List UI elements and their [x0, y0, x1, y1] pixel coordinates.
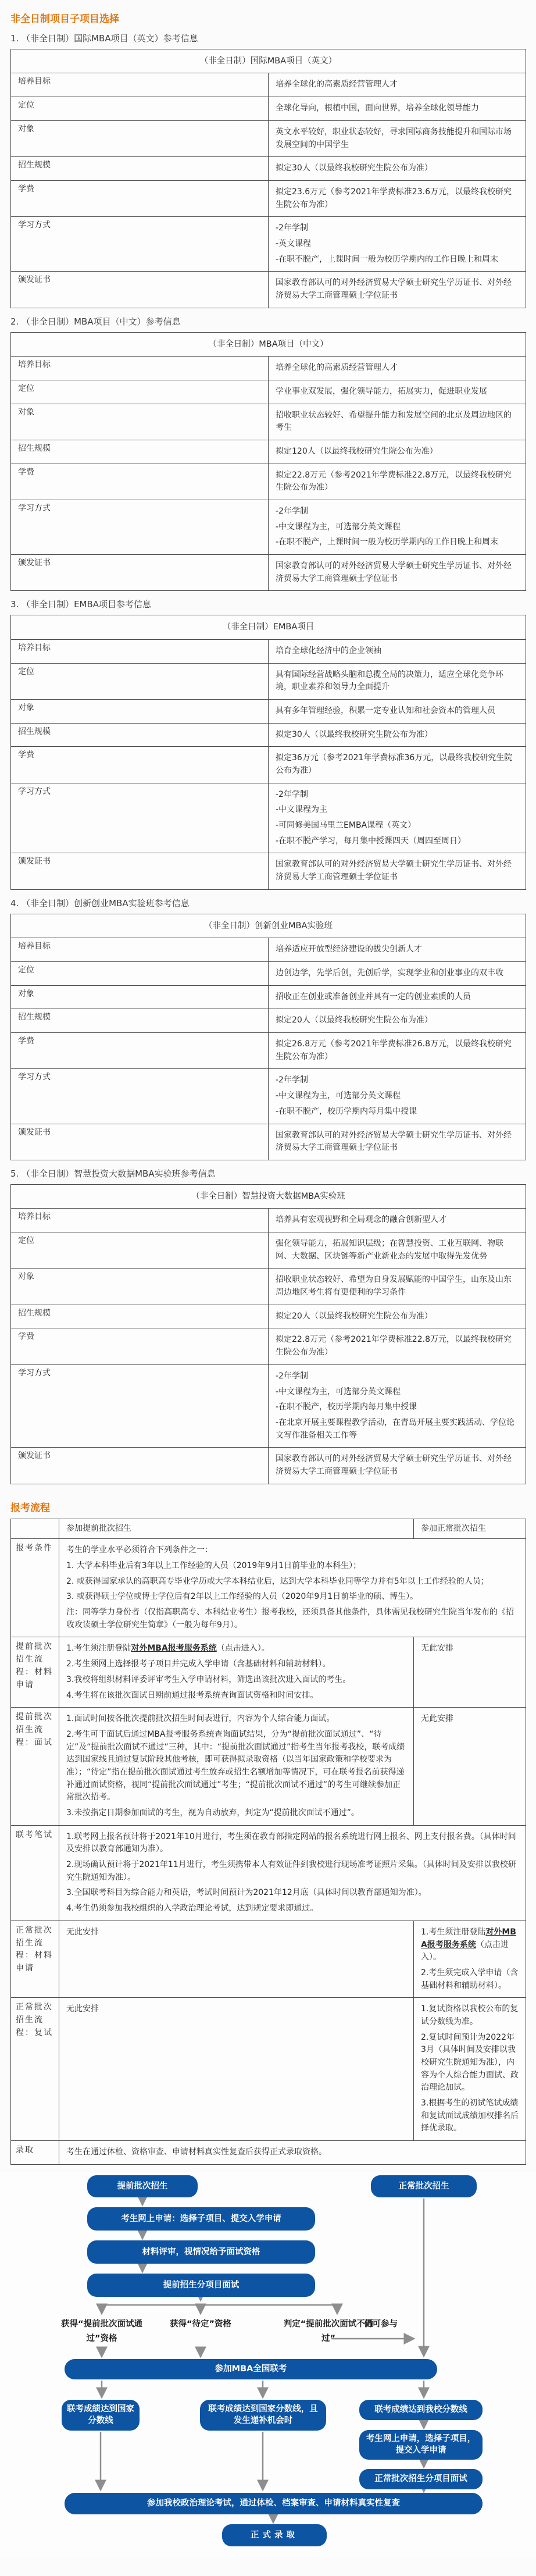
text-line: -中文课程为主，可选部分英文课程	[276, 1091, 401, 1101]
process-row	[11, 1998, 526, 2141]
process-row	[11, 1637, 526, 1708]
text-line: -在职不脱产，校历学期内每月集中授课	[276, 1106, 417, 1116]
table-row	[11, 1124, 526, 1160]
text-line: -2年学制	[276, 789, 308, 799]
text-line: 培养全球化的高素质经营管理人才	[276, 363, 398, 373]
row-value	[269, 217, 526, 272]
text-line: 拟定26.8万元（参考2021年学费标准26.8万元，以最终我校研究生院公布为准）	[276, 1039, 512, 1061]
table-title-row	[11, 49, 526, 73]
text-line: 无此安排	[421, 1644, 453, 1654]
process-row	[11, 1708, 526, 1826]
text-line: -中文课程为主，可选部分英文课程	[276, 1387, 401, 1396]
process-row	[11, 1825, 526, 1921]
table-row	[11, 699, 526, 723]
row-value	[269, 1269, 526, 1305]
row-label: 学习方式	[11, 1364, 269, 1447]
text-segment: （点击进入）。	[421, 1940, 509, 1962]
row-label: 学习方式	[11, 500, 269, 555]
program-section-heading: 1. （非全日制）国际MBA项目（英文）参考信息	[10, 33, 198, 44]
table-row	[11, 500, 526, 555]
text-line: 培养全球化的高素质经营管理人才	[276, 80, 398, 90]
row-value	[269, 1124, 526, 1160]
page-title: 非全日制项目子项目选择	[10, 13, 119, 25]
row-label: 颁发证书	[11, 1448, 269, 1484]
row-value	[269, 1305, 526, 1328]
text-line: 国家教育部认可的对外经济贸易大学硕士研究生学历证书、对外经济贸易大学工商管理硕士学位证书	[276, 561, 512, 583]
row-label: 学费	[11, 1033, 269, 1069]
mba-application-system-link[interactable]: 对外MBA报考服务系统	[421, 1927, 516, 1950]
table-row	[11, 1009, 526, 1033]
row-label: 定位	[11, 663, 269, 699]
table-title-row	[11, 332, 526, 356]
row-label: 学费	[11, 747, 269, 783]
row-label: 学费	[11, 464, 269, 500]
process-header-row	[11, 1519, 526, 1539]
row-label: 学习方式	[11, 1069, 269, 1124]
application-flowchart	[0, 2172, 536, 2559]
text-line: 具有国际经营战略头脑和总揽全局的决策力，适应全球化竞争环境，职业素养和领导力全面提升	[276, 669, 503, 692]
text-line: 拟定30人（以最终我校研究生院公布为准）	[276, 163, 433, 173]
text-line: -2年学制	[276, 1075, 308, 1085]
process-row	[11, 2141, 526, 2165]
row-label: 颁发证书	[11, 272, 269, 308]
row-value	[269, 272, 526, 308]
text-line: 3. 或获得硕士学位或博士学位后有2年以上工作经验的人员（2020年9月1日前毕业的硕、博生）。	[66, 1592, 419, 1602]
text-line: 国家教育部认可的对外经济贸易大学硕士研究生学历证书、对外经济贸易大学工商管理硕士学位证书	[276, 860, 512, 882]
row-value	[269, 1033, 526, 1069]
flow-box-score-school: 联考成绩达到我校分数线	[359, 2400, 483, 2420]
text-line: 无此安排	[66, 2004, 99, 2014]
row-value	[269, 723, 526, 747]
process-normal-cell	[414, 1921, 526, 1997]
text-line: 拟定22.8万元（参考2021年学费标准22.8万元，以最终我校研究生院公布为准）	[276, 470, 512, 493]
process-row-label: 联考笔试	[11, 1825, 59, 1921]
table-row	[11, 938, 526, 962]
flow-label-pending: 获得“待定”资格	[169, 2319, 232, 2329]
process-row	[11, 1921, 526, 1997]
program-section-heading: 5. （非全日制）智慧投资大数据MBA实验班参考信息	[10, 1168, 216, 1179]
row-label: 定位	[11, 962, 269, 986]
program-table-5	[10, 1184, 526, 1484]
text-line: 无此安排	[421, 1714, 453, 1724]
flow-box-early-interview: 提前招生分项目面试	[87, 2274, 315, 2297]
text-line: 拟定20人（以最终我校研究生院公布为准）	[276, 1311, 433, 1321]
text-line: 拟定20人（以最终我校研究生院公布为准）	[276, 1016, 433, 1025]
row-value	[269, 663, 526, 699]
text-line: 3.根据考生的初试笔试成绩和复试面试成绩加权排名后择优录取。	[421, 2098, 519, 2133]
row-label: 招生规模	[11, 440, 269, 464]
row-label: 对象	[11, 1269, 269, 1305]
row-label: 对象	[11, 120, 269, 156]
program-table-1	[10, 49, 526, 308]
process-row-label: 报考条件	[11, 1539, 59, 1637]
row-label: 对象	[11, 699, 269, 723]
row-value	[269, 938, 526, 962]
text-line: -英文课程	[276, 238, 312, 248]
program-table-title: （非全日制）MBA项目（中文）	[11, 332, 526, 356]
process-early-cell	[59, 1921, 414, 1997]
row-label: 颁发证书	[11, 853, 269, 889]
text-line: 国家教育部认可的对外经济贸易大学硕士研究生学历证书、对外经济贸易大学工商管理硕士学位证书	[276, 1454, 512, 1476]
process-row-content	[59, 1825, 526, 1921]
text-line: 考生的学业水平必须符合下列条件之一：	[66, 1545, 213, 1555]
table-row	[11, 180, 526, 216]
table-row	[11, 73, 526, 97]
text-line: 2.考生须完成入学申请（含基础材料和辅助材料）。	[421, 1968, 519, 1990]
row-label: 招生规模	[11, 1009, 269, 1033]
text-line	[421, 1926, 519, 1964]
flow-box-normal-apply: 考生网上申请，选择子项目，提交入学申请	[359, 2430, 483, 2460]
text-line: 招收正在创业或准备创业并具有一定的创业素质的人员	[276, 992, 471, 1002]
flow-box-online-apply: 考生网上申请：选择子项目、提交入学申请	[87, 2207, 315, 2231]
table-row	[11, 440, 526, 464]
mba-application-system-link[interactable]: 对外MBA报考服务系统	[131, 1644, 217, 1654]
table-row	[11, 723, 526, 747]
row-value	[269, 357, 526, 380]
text-line: 注：同等学力身份者（仅指高职高专、本科结业考生）报考我校，还须具备其他条件，具体需见我校研究生院当年发布的《招收攻读硕士学位研究生简章》（一般为每年9月）。	[66, 1608, 514, 1630]
table-row	[11, 357, 526, 380]
flow-box-political-exam: 参加我校政治理论考试，通过体检、档案审查、申请材料真实性复查	[65, 2493, 483, 2514]
table-row	[11, 853, 526, 889]
text-line: 1. 大学本科毕业后有3年以上工作经验的人员（2019年9月1日前毕业的本科生）；	[66, 1561, 362, 1571]
text-line: 拟定22.8万元（参考2021年学费标准22.8万元，以最终我校研究生院公布为准）	[276, 1335, 512, 1358]
row-label: 招生规模	[11, 157, 269, 181]
flow-box-score-national: 联考成绩达到国家分数线	[62, 2400, 140, 2431]
row-value	[269, 555, 526, 591]
text-line: 培养具有宏观视野和全局观念的融合创新型人才	[276, 1215, 446, 1225]
row-label: 定位	[11, 1232, 269, 1269]
process-normal-cell	[414, 1998, 526, 2141]
table-row	[11, 404, 526, 440]
process-row-content	[59, 2141, 526, 2165]
process-row-label: 提前批次招生流程：面试	[11, 1708, 59, 1826]
process-early-cell	[59, 1637, 414, 1708]
process-normal-cell	[414, 1708, 526, 1826]
table-row	[11, 217, 526, 272]
table-row	[11, 1269, 526, 1305]
text-line: 培育全球化经济中的企业领袖	[276, 646, 381, 655]
row-label: 培养目标	[11, 1209, 269, 1232]
row-value	[269, 783, 526, 853]
text-line: -在职不脱产，校历学期内每月集中授课	[276, 1402, 417, 1412]
program-table-3	[10, 615, 526, 889]
table-row	[11, 663, 526, 699]
text-line: 拟定36万元（参考2021年学费标准36万元，以最终我校研究生院公布为准）	[276, 753, 513, 776]
flow-box-normal-interview: 正常批次招生分项目面试	[359, 2469, 483, 2489]
row-value	[269, 464, 526, 500]
text-line: 国家教育部认可的对外经济贸易大学硕士研究生学历证书、对外经济贸易大学工商管理硕士学位证书	[276, 1130, 512, 1153]
flow-box-national-exam: 参加MBA全国联考	[65, 2359, 437, 2379]
table-row	[11, 272, 526, 308]
row-label: 培养目标	[11, 357, 269, 380]
row-value	[269, 404, 526, 440]
process-row-label: 正常批次招生流程：材料申请	[11, 1921, 59, 1997]
process-heading: 报考流程	[10, 1502, 50, 1514]
program-table-title: （非全日制）EMBA项目	[11, 615, 526, 639]
text-line: 国家教育部认可的对外经济贸易大学硕士研究生学历证书、对外经济贸易大学工商管理硕士学位证书	[276, 278, 512, 301]
table-row	[11, 464, 526, 500]
text-line: 招收职业状态较好、希望提升能力和发展空间的北京及周边地区的考生	[276, 410, 512, 433]
text-line: 招收职业状态较好、希望为自身发展赋能的中国学生，山东及山东周边地区考生将有更便利的学习条件	[276, 1275, 512, 1298]
table-row	[11, 639, 526, 663]
flow-box-early-batch: 提前批次招生	[87, 2175, 198, 2197]
process-row-content	[59, 1539, 526, 1637]
row-value	[269, 699, 526, 723]
row-label: 定位	[11, 97, 269, 121]
program-table-2	[10, 332, 526, 592]
text-line: -在职不脱产学习，每月集中授课四天（周四至周日）	[276, 836, 466, 846]
program-section-heading: 3. （非全日制）EMBA项目参考信息	[10, 599, 152, 610]
flow-box-normal-batch: 正常批次招生	[371, 2175, 477, 2197]
row-value	[269, 97, 526, 121]
table-row	[11, 1305, 526, 1328]
row-value	[269, 500, 526, 555]
row-value	[269, 157, 526, 181]
row-value	[269, 639, 526, 663]
table-title-row	[11, 1184, 526, 1208]
text-line: 具有多年管理经验，积累一定专业认知和社会资本的管理人员	[276, 706, 495, 715]
text-line: -2年学制	[276, 507, 308, 516]
table-row	[11, 97, 526, 121]
row-value	[269, 1009, 526, 1033]
table-row	[11, 157, 526, 181]
row-label: 培养目标	[11, 938, 269, 962]
application-process-table	[10, 1519, 526, 2165]
process-row-label: 提前批次招生流程：材料申请	[11, 1637, 59, 1708]
table-row	[11, 1232, 526, 1269]
program-table-4	[10, 914, 526, 1160]
flow-box-material-review: 材料评审，视情况给予面试资格	[87, 2240, 315, 2264]
text-line: 2.现场确认预计将于2021年11月进行，考生须携带本人有效证件到我校进行现场准考证照片采集。（具体时间及安排以我校研究生院通知为准）。	[66, 1860, 516, 1882]
row-label: 定位	[11, 380, 269, 404]
text-line: -中文课程为主	[276, 805, 328, 815]
text-line: -在北京开展主要课程教学活动，在青岛开展主要实践活动、学位论文写作准备相关工作等	[276, 1417, 515, 1440]
program-table-title: （非全日制）创新创业MBA实验班	[11, 914, 526, 938]
process-early-cell	[59, 1998, 414, 2141]
table-title-row	[11, 914, 526, 938]
text-line: 无此安排	[66, 1927, 99, 1937]
row-label: 培养目标	[11, 639, 269, 663]
table-row	[11, 555, 526, 591]
table-row	[11, 1033, 526, 1069]
text-line: -在职不脱产，上课时间一般为校历学期内的工作日晚上和周末	[276, 537, 499, 547]
program-table-title: （非全日制）智慧投资大数据MBA实验班	[11, 1184, 526, 1208]
row-value	[269, 1069, 526, 1124]
flow-box-admission: 正式录取	[222, 2524, 327, 2546]
row-label: 招生规模	[11, 723, 269, 747]
row-value	[269, 985, 526, 1009]
text-line: 边创边学，先学后创，先创后学，实现学业和创业事业的双丰收	[276, 968, 503, 978]
table-row	[11, 962, 526, 986]
process-row	[11, 1539, 526, 1637]
table-row	[11, 1209, 526, 1232]
process-early-cell	[59, 1708, 414, 1826]
text-line: 3.全国联考科目为综合能力和英语，考试时间预计为2021年12月底（具体时间以教育部通知为准）。	[66, 1888, 427, 1898]
text-line: 4.考生将在该批次面试日期前通过报考系统查询面试资格和时间安排。	[66, 1690, 319, 1700]
process-row-label: 正常批次招生流程：复试	[11, 1998, 59, 2141]
table-title-row	[11, 615, 526, 639]
row-value	[269, 1209, 526, 1232]
process-header-cell: 参加提前批次招生	[59, 1519, 414, 1539]
row-value	[269, 853, 526, 889]
text-line: -可同修美国马里兰EMBA课程（英文）	[276, 821, 416, 831]
row-value	[269, 180, 526, 216]
text-line: 1.联考网上报名预计将于2021年10月进行，考生须在教育部指定网站的报名系统进行网上报名、网上支付报名费。（具体时间及安排以教育部通知为准）。	[66, 1832, 516, 1854]
table-row	[11, 120, 526, 156]
table-row	[11, 783, 526, 853]
text-line: 全球化导向，根植中国，面向世界，培养全球化领导能力	[276, 104, 479, 113]
row-label: 颁发证书	[11, 555, 269, 591]
table-row	[11, 985, 526, 1009]
process-header-cell: 参加正常批次招生	[414, 1519, 526, 1539]
row-label: 学习方式	[11, 783, 269, 853]
program-section-heading: 2. （非全日制）MBA项目（中文）参考信息	[10, 316, 181, 327]
row-label: 学费	[11, 180, 269, 216]
program-section-heading: 4. （非全日制）创新创业MBA实验班参考信息	[10, 897, 190, 908]
row-label: 对象	[11, 404, 269, 440]
row-label: 学费	[11, 1328, 269, 1364]
table-row	[11, 1364, 526, 1447]
process-row-label: 录取	[11, 2141, 59, 2165]
text-line: 2. 或获得国家承认的高职高专毕业学历或大学本科结业后，达到大学本科毕业同等学力并有5年以上工作经验的人员；	[66, 1576, 489, 1586]
text-segment: （点击进入）。	[216, 1644, 270, 1654]
row-value	[269, 1232, 526, 1269]
text-line: 2.复试时间预计为2022年3月（具体时间及安排以我校研究生院通知为准），内容为个人综合能力面试、政治理论加试。	[421, 2032, 519, 2093]
text-line: 1.面试时间按各批次提前批次招生时间表进行，内容为个人综合能力面试。	[66, 1714, 335, 1724]
text-line: 3.未按指定日期参加面试的考生，视为自动放弃，判定为“提前批次面试不通过”。	[66, 1808, 359, 1818]
flow-label-pass: 获得“提前批次面试通过”资格	[60, 2319, 143, 2344]
text-line: 1.复试资格以我校公布的复试分数线为准。	[421, 2004, 519, 2026]
program-table-title: （非全日制）国际MBA项目（英文）	[11, 49, 526, 73]
row-label: 学习方式	[11, 217, 269, 272]
text-segment: 1.考生须注册登陆	[421, 1927, 486, 1937]
text-line: 英文水平较好，职业状态较好，寻求国际商务技能提升和国际市场发展空间的中国学生	[276, 127, 512, 149]
row-label: 对象	[11, 985, 269, 1009]
text-line: 拟定30人（以最终我校研究生院公布为准）	[276, 729, 433, 739]
text-line: -2年学制	[276, 223, 308, 233]
flow-box-score-supplement: 联考成绩达到国家分数线，且发生递补机会时	[200, 2400, 326, 2431]
text-line	[66, 1642, 406, 1655]
text-line: 培养适应开放型经济建设的拔尖创新人才	[276, 945, 422, 954]
row-value	[269, 1448, 526, 1484]
text-line: 2.考生可于面试后通过MBA报考服务系统查询面试结果，分为“提前批次面试通过”、“待定”及“提前批次面试不通过”三种，其中：“提前批次面试通过”指考生当年报考我校，联考成绩达到国家线且通过复试阶段其他考核，即可获得拟录取资格（以当年国家政策和学校要求为准）；“待定”指在提前批次面试通过考生放弃或招生名额增加等情况下，可在联考报名前获得递补通过面试资格，视同“提前批次面试通过”考生；“提前批次面试不通过”的考生可继续参加正常批次招考。	[66, 1729, 405, 1802]
text-segment: 1.考生须注册登陆	[66, 1644, 131, 1654]
table-row	[11, 380, 526, 404]
process-normal-cell	[414, 1637, 526, 1708]
table-row	[11, 1448, 526, 1484]
text-line: 考生在通过体检、资格审查、申请材料真实性复查后获得正式录取资格。	[66, 2147, 327, 2157]
table-row	[11, 1069, 526, 1124]
table-row	[11, 1328, 526, 1364]
table-row	[11, 747, 526, 783]
program-sections	[0, 32, 536, 1484]
row-value	[269, 120, 526, 156]
flow-label-still-join: 仍可参与	[364, 2319, 398, 2329]
text-line: 3.我校将组织材料评委评审考生入学申请材料，筛选出该批次进入面试的考生。	[66, 1674, 351, 1684]
text-line: -2年学制	[276, 1371, 308, 1381]
text-line: 拟定23.6万元（参考2021年学费标准23.6万元，以最终我校研究生院公布为准）	[276, 187, 512, 209]
row-label: 招生规模	[11, 1305, 269, 1328]
row-value	[269, 380, 526, 404]
row-label: 颁发证书	[11, 1124, 269, 1160]
text-line: 学业事业双发展，强化领导能力，拓展实力，促进职业发展	[276, 386, 487, 396]
row-value	[269, 73, 526, 97]
row-value	[269, 962, 526, 986]
row-value	[269, 747, 526, 783]
flow-label-fail: 判定“提前批次面试不通过”	[283, 2319, 374, 2344]
text-line: 拟定120人（以最终我校研究生院公布为准）	[276, 446, 438, 456]
row-value	[269, 1328, 526, 1364]
row-value	[269, 440, 526, 464]
row-value	[269, 1364, 526, 1447]
text-line: -在职不脱产，上课时间一般为校历学期内的工作日晚上和周末	[276, 254, 499, 264]
row-label: 培养目标	[11, 73, 269, 97]
process-header-cell	[11, 1519, 59, 1539]
text-line: 强化领导能力，拓展知识层级；在智慧投资、工业互联网、物联网、大数据、区块链等新产业新业态的发展中取得先发优势	[276, 1239, 503, 1261]
text-line: 4.考生仍须参加我校组织的入学政治理论考试，达到规定要求即通过。	[66, 1904, 319, 1914]
text-line: -中文课程为主，可选部分英文课程	[276, 522, 401, 532]
text-line: 2.考生须网上选择报考子项目并完成入学申请（含基础材料和辅助材料）。	[66, 1659, 331, 1669]
